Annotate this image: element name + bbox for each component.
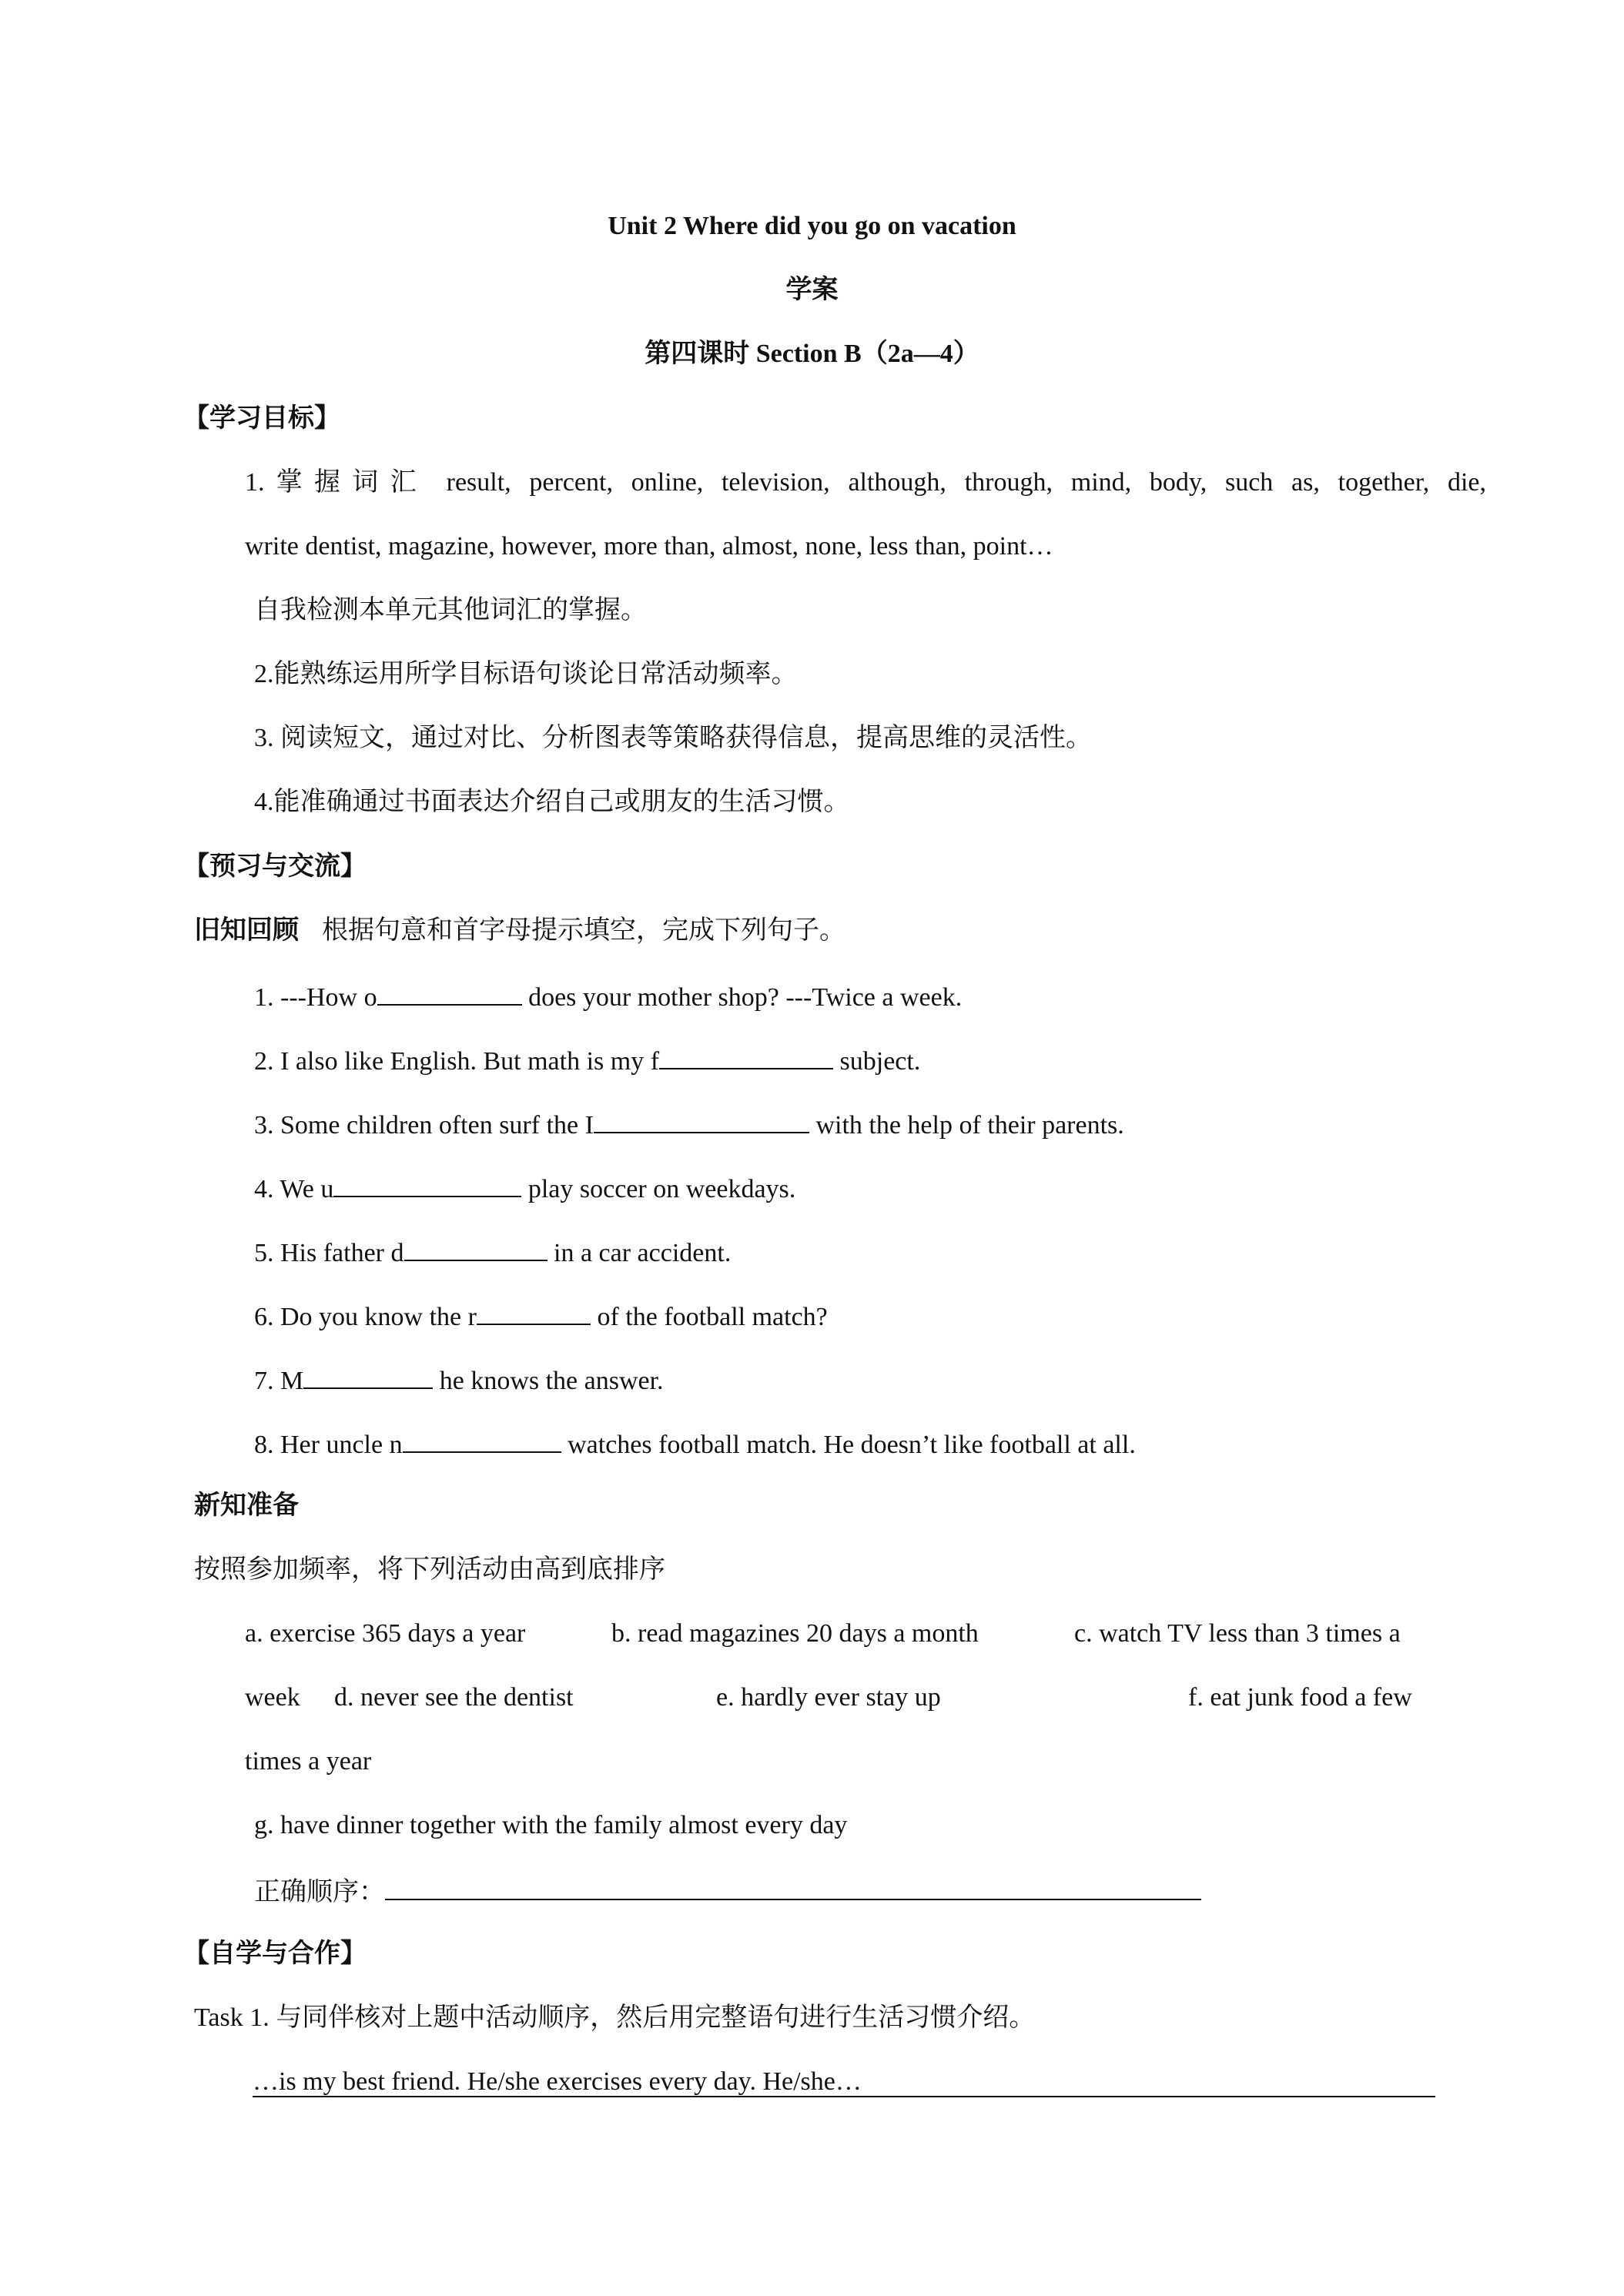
sentence-2: 2. I also like English. But math is my f subject. (254, 1042, 920, 1079)
new-knowledge-label: 新知准备 (194, 1491, 299, 1520)
objectives-heading: 【学习目标】 (183, 404, 340, 433)
activity-c: c. watch TV less than 3 times a (1074, 1619, 1401, 1648)
activity-a: a. exercise 365 days a year (245, 1619, 526, 1648)
activity-e: e. hardly ever stay up (716, 1683, 941, 1712)
activity-f-continued: times a year (245, 1747, 372, 1776)
activity-g: g. have dinner together with the family almost every day (254, 1811, 848, 1839)
task-1-example-line[interactable] (253, 2065, 1435, 2097)
lesson-title: 第四课时 Section B（2a—4） (645, 340, 979, 368)
worksheet-subtitle: 学案 (785, 276, 839, 304)
blank-6[interactable] (477, 1297, 591, 1325)
blank-1[interactable] (377, 978, 522, 1006)
order-label: 正确顺序： (254, 1878, 385, 1906)
activity-c-continued: week (245, 1683, 300, 1712)
sentence-3: 3. Some children often surf the I with the help of their parents. (254, 1106, 1124, 1143)
objective-1-line-1: 1.掌握词汇 result, percent, online, television, although, through, mind, body, such as, together, die, (245, 468, 1486, 497)
order-answer-blank[interactable] (385, 1873, 1201, 1900)
objective-1-line-2: write dentist, magazine, however, more than, almost, none, less than, point… (245, 532, 1053, 561)
activity-d: d. never see the dentist (334, 1683, 574, 1712)
blank-2[interactable] (659, 1042, 833, 1069)
blank-3[interactable] (594, 1106, 809, 1133)
review-instruction: 根据句意和首字母提示填空，完成下列句子。 (322, 916, 845, 945)
preview-heading: 【预习与交流】 (183, 852, 367, 881)
blank-8[interactable] (403, 1425, 561, 1453)
sentence-7: 7. M he knows the answer. (254, 1361, 664, 1398)
blank-4[interactable] (333, 1170, 521, 1197)
order-line (254, 1873, 1201, 1909)
activity-b: b. read magazines 20 days a month (611, 1619, 979, 1648)
objective-4: 4.能准确通过书面表达介绍自己或朋友的生活习惯。 (254, 788, 850, 816)
activity-f: f. eat junk food a few (1188, 1683, 1412, 1712)
sentence-4: 4. We u play soccer on weekdays. (254, 1170, 795, 1207)
blank-5[interactable] (404, 1233, 547, 1261)
sentence-8: 8. Her uncle n watches football match. He doesn’t like football at all. (254, 1425, 1136, 1462)
objective-2: 2.能熟练运用所学目标语句谈论日常活动频率。 (254, 660, 798, 688)
blank-7[interactable] (303, 1361, 433, 1389)
sentence-1: 1. ---How o does your mother shop? ---Twice a week. (254, 978, 962, 1015)
new-knowledge-instruction: 按照参加频率，将下列活动由高到底排序 (194, 1555, 665, 1584)
task-1: Task 1. 与同伴核对上题中活动顺序，然后用完整语句进行生活习惯介绍。 (194, 2003, 1036, 2032)
objective-1-line-3: 自我检测本单元其他词汇的掌握。 (254, 596, 647, 624)
task-1-example: …is my best friend. He/she exercises every day. He/she… (253, 2067, 862, 2096)
cooperation-heading: 【自学与合作】 (183, 1940, 367, 1968)
sentence-6: 6. Do you know the r of the football match? (254, 1297, 828, 1334)
review-label: 旧知回顾 (194, 916, 299, 945)
unit-title: Unit 2 Where did you go on vacation (608, 212, 1016, 240)
sentence-5: 5. His father d in a car accident. (254, 1233, 731, 1270)
objective-3: 3. 阅读短文，通过对比、分析图表等策略获得信息，提高思维的灵活性。 (254, 724, 1092, 752)
review-line (194, 914, 845, 948)
